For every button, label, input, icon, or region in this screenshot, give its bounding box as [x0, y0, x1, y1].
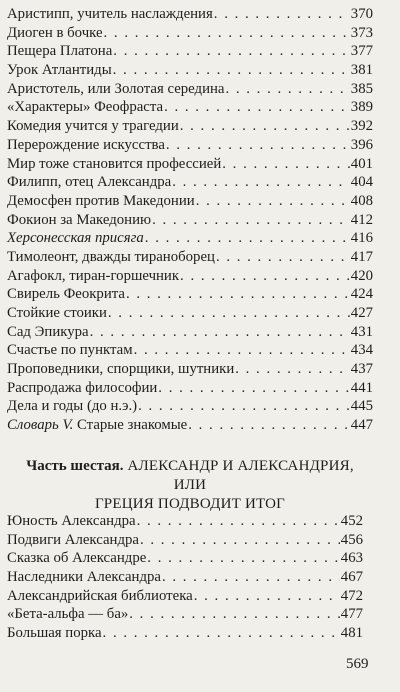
toc-entry: [7, 605, 363, 624]
toc-list-part-five: [7, 5, 373, 435]
toc-entry: [7, 360, 373, 379]
toc-entry-page: 420: [350, 267, 373, 284]
toc-entry-page: 452: [340, 513, 363, 529]
toc-entry-title: Большая порка: [7, 625, 102, 642]
toc-entry-page: 481: [340, 625, 363, 642]
toc-entry-page: 467: [340, 569, 363, 586]
toc-entry-page: 416: [350, 230, 373, 247]
leader-dots: [140, 531, 340, 550]
toc-entry-title: Аристипп, учитель наслаждения: [7, 6, 213, 22]
toc-entry-title-italic: Словарь V.: [7, 417, 74, 434]
leader-dots: [108, 304, 350, 323]
leader-dots: [162, 568, 340, 587]
toc-entry-title: Мир тоже становится профессией: [7, 155, 222, 172]
toc-entry: [7, 531, 363, 550]
toc-entry-title: «Характеры» Феофраста: [7, 99, 164, 116]
leader-dots: [90, 323, 350, 342]
toc-entry: [7, 379, 373, 398]
leader-dots: [145, 229, 350, 248]
leader-dots: [188, 416, 350, 435]
toc-entry-page: 381: [350, 62, 373, 79]
leader-dots: [129, 605, 340, 624]
leader-dots: [180, 267, 350, 286]
toc-entry: [7, 285, 373, 304]
leader-dots: [194, 587, 340, 606]
toc-entry: [7, 397, 373, 416]
toc-entry-title: Свирель Феокрита: [7, 286, 125, 303]
toc-entry-page: 456: [340, 531, 363, 548]
leader-dots: [225, 80, 349, 99]
toc-entry-page: 408: [350, 192, 373, 209]
toc-list-part-six: [7, 512, 363, 643]
toc-entry-title: Распродажа философии: [7, 379, 158, 396]
toc-entry: [7, 155, 373, 174]
leader-dots: [147, 549, 340, 568]
toc-entry-title: Дела и годы (до н.э.): [7, 398, 138, 415]
toc-entry-page: 392: [350, 118, 373, 135]
toc-entry-page: 434: [350, 342, 373, 359]
toc-entry-page: 437: [350, 361, 373, 378]
toc-entry-title: Александрийская библиотека: [7, 587, 193, 604]
toc-entry-title-rest: Старые знакомые: [73, 417, 188, 434]
toc-entry: [7, 341, 373, 360]
leader-dots: [113, 42, 350, 61]
leader-dots: [235, 360, 350, 379]
leader-dots: [158, 379, 350, 398]
leader-dots: [196, 192, 350, 211]
toc-entry-page: 377: [350, 43, 373, 60]
leader-dots: [126, 285, 350, 304]
toc-entry-title: Агафокл, тиран-горшечник: [7, 267, 180, 284]
leader-dots: [166, 136, 350, 155]
leader-dots: [134, 341, 350, 360]
toc-entry-page: 477: [340, 606, 363, 623]
toc-entry: [7, 624, 363, 643]
leader-dots: [216, 248, 350, 267]
toc-entry-page: 445: [350, 398, 373, 415]
toc-entry-title: «Бета-альфа — ба»: [7, 606, 129, 623]
leader-dots: [138, 397, 350, 416]
toc-entry-title: Сказка об Александре: [7, 550, 147, 567]
toc-entry-title: Сад Эпикура: [7, 323, 89, 340]
leader-dots: [137, 512, 340, 531]
toc-entry: [7, 117, 373, 136]
toc-entry: [7, 267, 373, 286]
toc-entry: [7, 80, 373, 99]
toc-entry-page: 427: [350, 305, 373, 321]
toc-entry: [7, 512, 363, 531]
toc-entry-title: Херсонесская присяга: [7, 230, 144, 247]
toc-entry-page: 370: [350, 6, 373, 22]
toc-entry-title: Урок Атлантиды: [7, 62, 112, 79]
part-six-heading: [8, 457, 372, 514]
part-heading-line-1: [8, 457, 372, 476]
leader-dots: [103, 624, 340, 643]
toc-entry-title: Подвиги Александра: [7, 531, 139, 548]
toc-entry-title: Перерождение искусства: [7, 136, 165, 153]
toc-entry-page: 404: [350, 174, 373, 191]
toc-entry-page: 373: [350, 24, 373, 41]
toc-entry: [7, 229, 373, 248]
part-title-1: АЛЕКСАНДР И АЛЕКСАНДРИЯ,: [123, 458, 354, 474]
toc-entry: [7, 416, 373, 435]
toc-entry-page: 417: [350, 248, 373, 265]
toc-entry-title: Пещера Платона: [7, 43, 113, 60]
toc-entry-page: 463: [340, 550, 363, 567]
toc-entry-page: 396: [350, 136, 373, 153]
toc-entry-title: Диоген в бочке: [7, 24, 103, 41]
leader-dots: [214, 5, 350, 24]
toc-entry: [7, 549, 363, 568]
toc-entry: [7, 5, 373, 24]
leader-dots: [180, 117, 350, 136]
leader-dots: [104, 24, 350, 43]
toc-entry: [7, 98, 373, 117]
leader-dots: [172, 173, 350, 192]
part-heading-line-2: ИЛИ: [173, 477, 207, 493]
toc-entry-page: 441: [350, 379, 373, 396]
toc-entry: [7, 587, 363, 606]
toc-entry: [7, 173, 373, 192]
toc-entry-page: 389: [350, 99, 373, 116]
leader-dots: [222, 155, 350, 174]
toc-entry-page: 424: [350, 286, 373, 303]
toc-entry-title: Проповедники, спорщики, шутники: [7, 361, 235, 378]
toc-entry: [7, 248, 373, 267]
toc-entry: [7, 24, 373, 43]
page-number: 569: [346, 656, 369, 672]
toc-entry: [7, 61, 373, 80]
toc-entry-title: Счастье по пунктам: [7, 342, 133, 359]
toc-entry-title: Тимолеонт, дважды тираноборец: [7, 248, 215, 265]
toc-entry-page: 401: [350, 155, 373, 172]
leader-dots: [164, 98, 350, 117]
leader-dots: [113, 61, 350, 80]
toc-entry-title: Фокион за Македонию: [7, 211, 152, 228]
toc-entry: [7, 304, 373, 323]
toc-entry: [7, 323, 373, 342]
toc-entry-page: 472: [340, 587, 363, 604]
toc-entry-title: Юность Александра: [7, 513, 136, 529]
toc-entry: [7, 192, 373, 211]
toc-entry-title: [7, 416, 187, 435]
toc-entry: [7, 568, 363, 587]
toc-entry-title: Комедия учится у трагедии: [7, 118, 179, 135]
toc-entry-title: Стойкие стоики: [7, 305, 107, 321]
toc-entry-title: Аристотель, или Золотая середина: [7, 80, 225, 97]
part-heading-line-3: ГРЕЦИЯ ПОДВОДИТ ИТОГ: [94, 496, 286, 512]
toc-entry-title: Филипп, отец Александра: [7, 174, 172, 191]
toc-entry: [7, 42, 373, 61]
part-label: Часть шестая.: [26, 458, 124, 474]
toc-entry-page: 447: [350, 417, 373, 434]
leader-dots: [152, 211, 350, 230]
toc-entry: [7, 136, 373, 155]
toc-entry-title: Демосфен против Македонии: [7, 192, 195, 209]
toc-entry-page: 431: [350, 323, 373, 340]
toc-entry-page: 385: [350, 80, 373, 97]
toc-entry: [7, 211, 373, 230]
toc-entry-page: 412: [350, 211, 373, 228]
toc-entry-title: Наследники Александра: [7, 569, 161, 586]
